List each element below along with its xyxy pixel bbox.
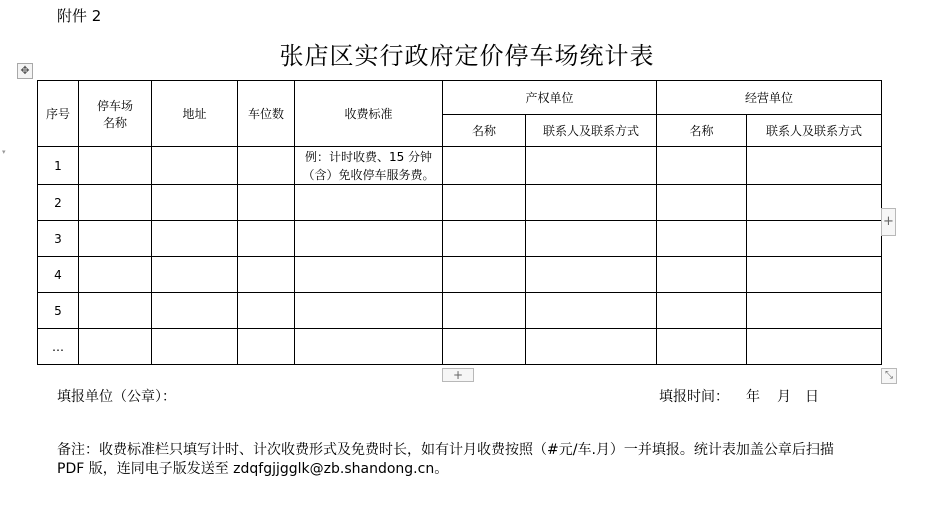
- cell-seq[interactable]: 1: [38, 147, 79, 185]
- cell-spaces[interactable]: [238, 185, 295, 221]
- cell-operator-name[interactable]: [657, 221, 747, 257]
- cell-operator-contact[interactable]: [747, 221, 882, 257]
- cell-owner-name[interactable]: [443, 185, 526, 221]
- cell-seq[interactable]: 5: [38, 293, 79, 329]
- cell-operator-contact[interactable]: [747, 293, 882, 329]
- cell-owner-name[interactable]: [443, 147, 526, 185]
- cell-fee-standard[interactable]: [295, 257, 443, 293]
- cell-address[interactable]: [152, 257, 238, 293]
- cell-owner-contact[interactable]: [526, 329, 657, 365]
- cell-address[interactable]: [152, 185, 238, 221]
- reporting-day-label: 日: [805, 389, 819, 405]
- cell-seq[interactable]: 4: [38, 257, 79, 293]
- table-resize-handle-icon[interactable]: ⤡: [881, 368, 897, 384]
- parking-statistics-table: [37, 80, 882, 365]
- cell-spaces[interactable]: [238, 257, 295, 293]
- reporting-unit-label: 填报单位（公章）：: [57, 389, 176, 405]
- cell-operator-contact[interactable]: [747, 329, 882, 365]
- header-owner-name[interactable]: 名称: [443, 115, 526, 147]
- reporting-month-label: 月: [777, 389, 791, 405]
- cell-fee-standard[interactable]: [295, 185, 443, 221]
- margin-marker-icon: ▾: [2, 148, 6, 156]
- add-row-button[interactable]: +: [442, 368, 474, 382]
- cell-owner-name[interactable]: [443, 293, 526, 329]
- cell-seq[interactable]: 2: [38, 185, 79, 221]
- cell-operator-name[interactable]: [657, 329, 747, 365]
- cell-operator-contact[interactable]: [747, 257, 882, 293]
- header-owner-contact[interactable]: 联系人及联系方式: [526, 115, 657, 147]
- cell-address[interactable]: [152, 147, 238, 185]
- cell-owner-name[interactable]: [443, 329, 526, 365]
- table-row: [38, 293, 882, 329]
- cell-owner-contact[interactable]: [526, 293, 657, 329]
- cell-fee-standard[interactable]: [295, 329, 443, 365]
- document-title: 张店区实行政府定价停车场统计表: [279, 42, 655, 70]
- cell-operator-name[interactable]: [657, 185, 747, 221]
- cell-parking-name[interactable]: [79, 221, 152, 257]
- cell-operator-name[interactable]: [657, 147, 747, 185]
- cell-operator-contact[interactable]: [747, 185, 882, 221]
- cell-owner-contact[interactable]: [526, 221, 657, 257]
- table-row: [38, 329, 882, 365]
- header-fee-standard[interactable]: 收费标准: [295, 81, 443, 147]
- cell-owner-contact[interactable]: [526, 185, 657, 221]
- header-operator-name[interactable]: 名称: [657, 115, 747, 147]
- cell-owner-name[interactable]: [443, 257, 526, 293]
- cell-parking-name[interactable]: [79, 185, 152, 221]
- cell-owner-contact[interactable]: [526, 257, 657, 293]
- cell-parking-name[interactable]: [79, 147, 152, 185]
- cell-address[interactable]: [152, 329, 238, 365]
- table-row: [38, 185, 882, 221]
- cell-fee-standard[interactable]: [295, 221, 443, 257]
- cell-seq[interactable]: …: [38, 329, 79, 365]
- cell-seq[interactable]: 3: [38, 221, 79, 257]
- cell-spaces[interactable]: [238, 221, 295, 257]
- add-column-button[interactable]: +: [881, 208, 896, 236]
- cell-operator-name[interactable]: [657, 293, 747, 329]
- cell-owner-name[interactable]: [443, 221, 526, 257]
- cell-fee-standard[interactable]: [295, 293, 443, 329]
- cell-owner-contact[interactable]: [526, 147, 657, 185]
- header-row: [38, 81, 882, 115]
- header-spaces[interactable]: 车位数: [238, 81, 295, 147]
- header-parking-name[interactable]: 停车场 名称: [79, 81, 152, 147]
- cell-parking-name[interactable]: [79, 329, 152, 365]
- remark-note: 备注：收费标准栏只填写计时、计次收费形式及免费时长，如有计月收费按照（#元/车.月）一并填报。统计表加盖公章后扫描 PDF 版，连同电子版发送至 zdqfgjjgglk@zb.shandong.cn。: [57, 442, 834, 477]
- cell-operator-contact[interactable]: [747, 147, 882, 185]
- cell-spaces[interactable]: [238, 147, 295, 185]
- cell-parking-name[interactable]: [79, 293, 152, 329]
- reporting-time-label: 填报时间：: [659, 389, 729, 405]
- table-row: [38, 221, 882, 257]
- table-row: [38, 147, 882, 185]
- header-operator-unit[interactable]: 经营单位: [657, 81, 882, 115]
- cell-address[interactable]: [152, 221, 238, 257]
- cell-address[interactable]: [152, 293, 238, 329]
- header-owner-unit[interactable]: 产权单位: [443, 81, 657, 115]
- cell-operator-name[interactable]: [657, 257, 747, 293]
- cell-spaces[interactable]: [238, 329, 295, 365]
- table-move-handle-icon[interactable]: ✥: [17, 63, 33, 79]
- header-address[interactable]: 地址: [152, 81, 238, 147]
- table-row: [38, 257, 882, 293]
- attachment-label: 附件 2: [57, 7, 102, 25]
- cell-parking-name[interactable]: [79, 257, 152, 293]
- cell-spaces[interactable]: [238, 293, 295, 329]
- cell-fee-standard[interactable]: 例：计时收费、15 分钟（含）免收停车服务费。: [295, 147, 443, 185]
- header-seq[interactable]: 序号: [38, 81, 79, 147]
- reporting-year-label: 年: [746, 389, 760, 405]
- header-operator-contact[interactable]: 联系人及联系方式: [747, 115, 882, 147]
